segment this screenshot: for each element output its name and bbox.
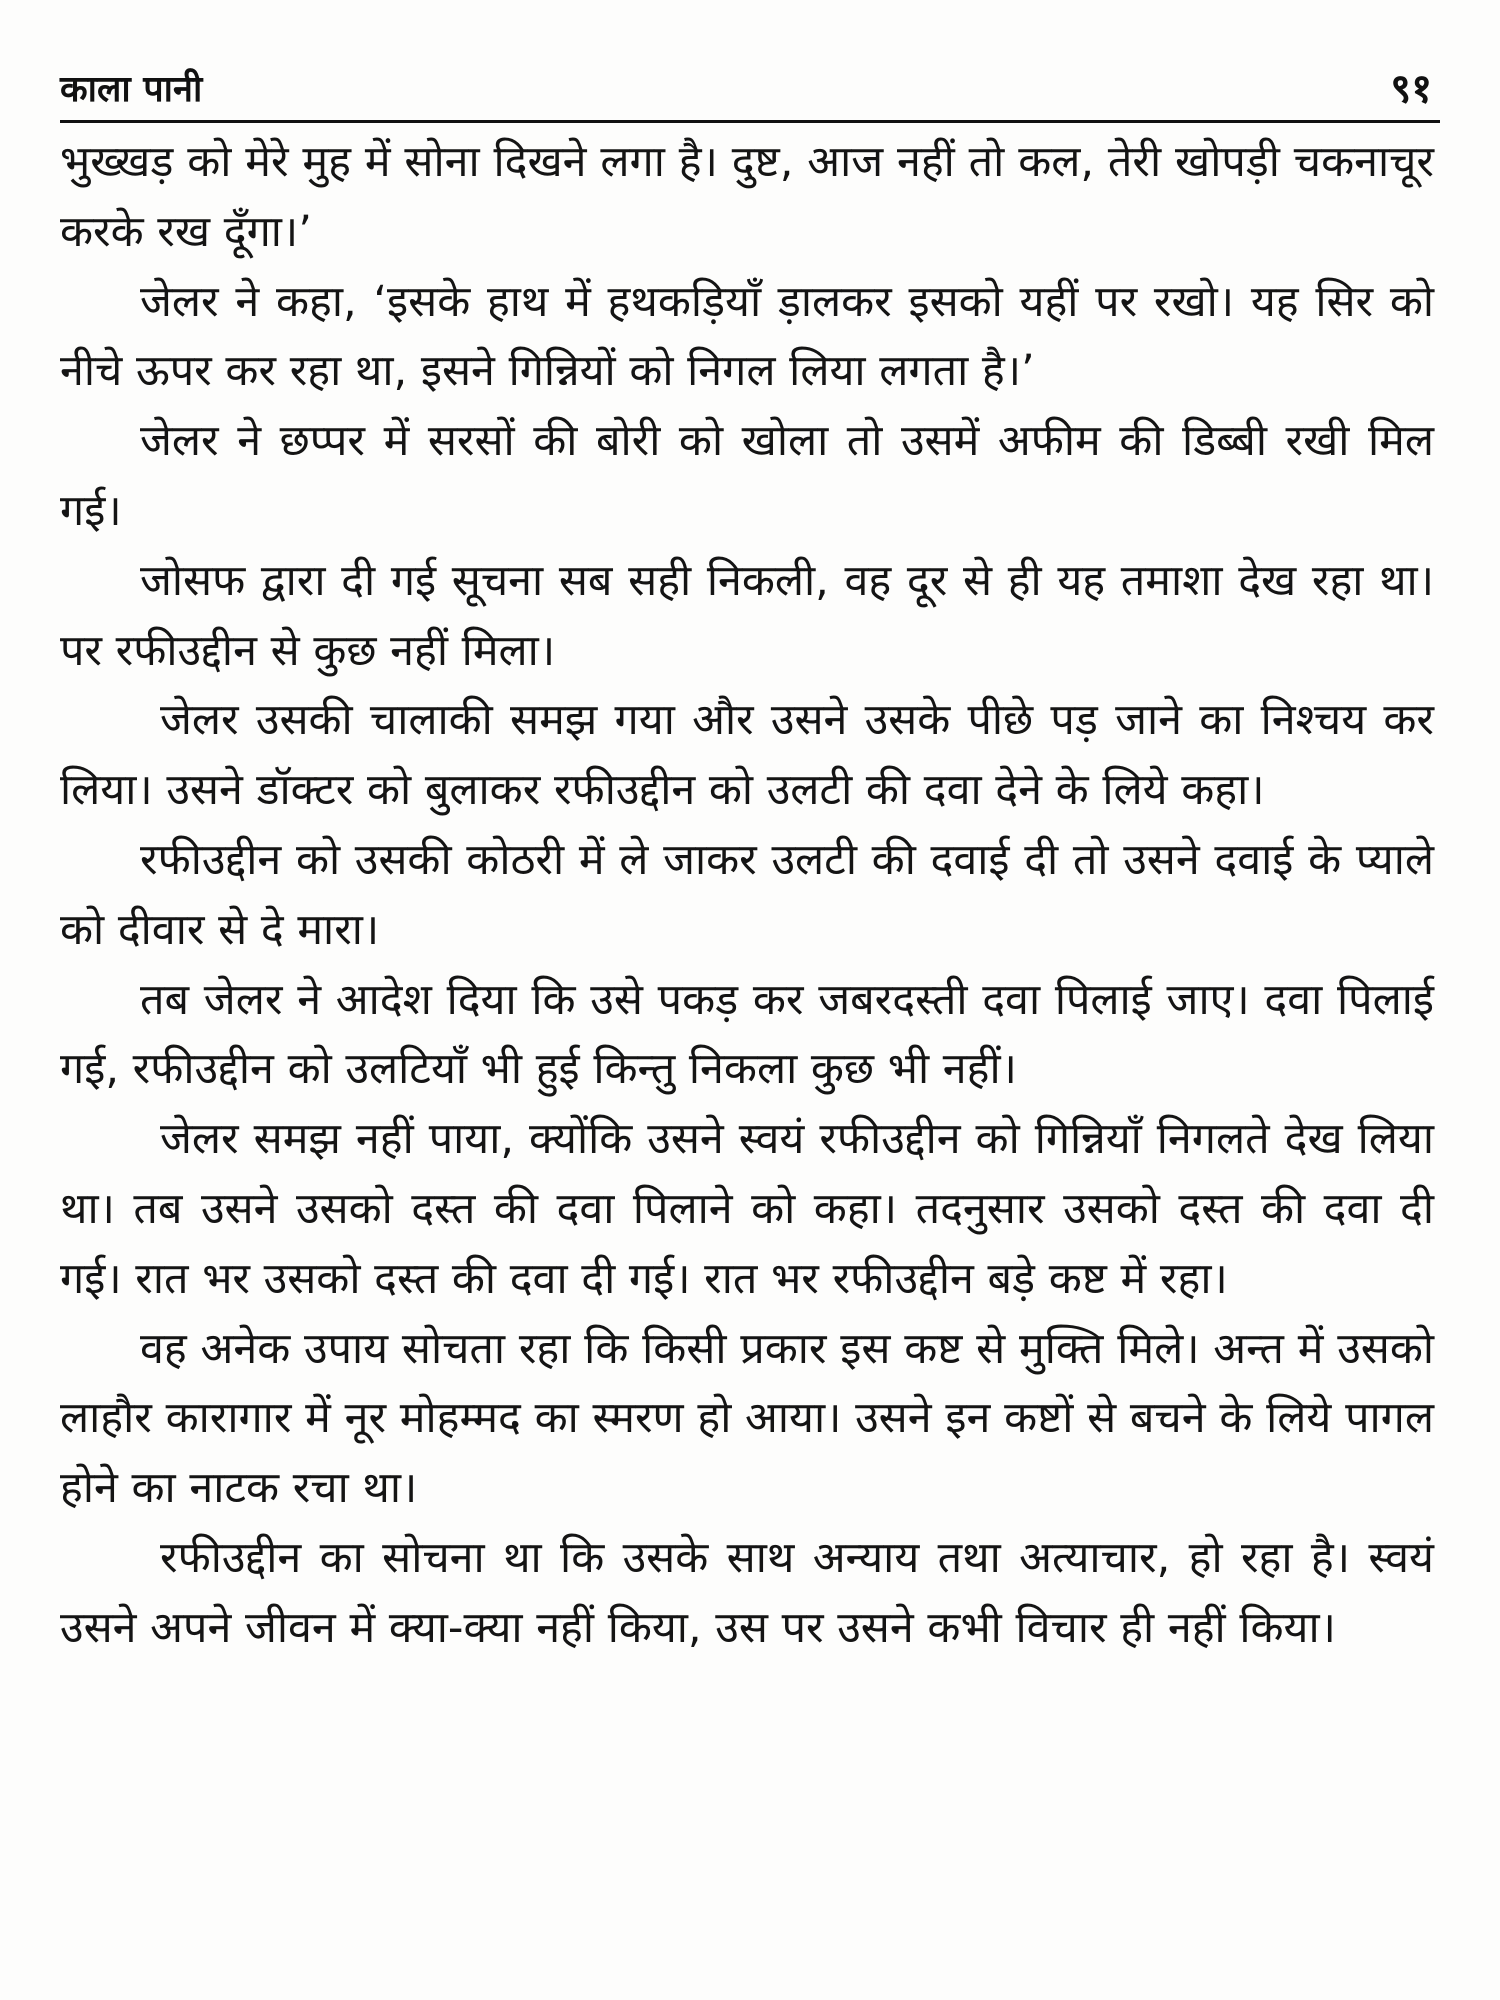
paragraph: रफीउद्दीन का सोचना था कि उसके साथ अन्याय तथा अत्याचार, हो रहा है। स्वयं उसने अपने जीवन में क्या-क्या नहीं किया, उस पर उसने कभी विचार ही नहीं किया।	[60, 1532, 1434, 1653]
page-number: ९१	[1390, 66, 1432, 112]
body-text	[60, 128, 1434, 1664]
paragraph: तब जेलर ने आदेश दिया कि उसे पकड़ कर जबरदस्ती दवा पिलाई जाए। दवा पिलाई गई, रफीउद्दीन को उलटियाँ भी हुई किन्तु निकला कुछ भी नहीं।	[60, 974, 1434, 1095]
paragraph: वह अनेक उपाय सोचता रहा कि किसी प्रकार इस कष्ट से मुक्ति मिले। अन्त में उसको लाहौर कारागार में नूर मोहम्मद का स्मरण हो आया। उसने इन कष्टों से बचने के लिये पागल होने का नाटक रचा था।	[60, 1323, 1434, 1514]
page-header	[60, 62, 1440, 123]
paragraph: जेलर समझ नहीं पाया, क्योंकि उसने स्वयं रफीउद्दीन को गिन्नियाँ निगलते देख लिया था। तब उसने उसको दस्त की दवा पिलाने को कहा। तदनुसार उसको दस्त की दवा दी गई। रात भर उसको दस्त की दवा दी गई। रात भर रफीउद्दीन बड़े कष्ट में रहा।	[60, 1114, 1434, 1304]
paragraph: रफीउद्दीन को उसकी कोठरी में ले जाकर उलटी की दवाई दी तो उसने दवाई के प्याले को दीवार से दे मारा।	[60, 834, 1434, 955]
paragraph: जेलर उसकी चालाकी समझ गया और उसने उसके पीछे पड़ जाने का निश्चय कर लिया। उसने डॉक्टर को बुलाकर रफीउद्दीन को उलटी की दवा देने के लिये कहा।	[60, 695, 1434, 816]
paragraph: जेलर ने कहा, ‘इसके हाथ में हथकड़ियाँ ड़ालकर इसको यहीं पर रखो। यह सिर को नीचे ऊपर कर रहा था, इसने गिन्नियों को निगल लिया लगता है।’	[60, 276, 1434, 397]
paragraph: जोसफ द्वारा दी गई सूचना सब सही निकली, वह दूर से ही यह तमाशा देख रहा था। पर रफीउद्दीन से कुछ नहीं मिला।	[60, 555, 1434, 676]
paragraph: जेलर ने छप्पर में सरसों की बोरी को खोला तो उसमें अफीम की डिब्बी रखी मिल गई।	[60, 416, 1434, 536]
paragraph: भुख्खड़ को मेरे मुह में सोना दिखने लगा है। दुष्ट, आज नहीं तो कल, तेरी खोपड़ी चकनाचूर करके रख दूँगा।’	[60, 137, 1434, 257]
running-title: काला पानी	[60, 69, 203, 110]
